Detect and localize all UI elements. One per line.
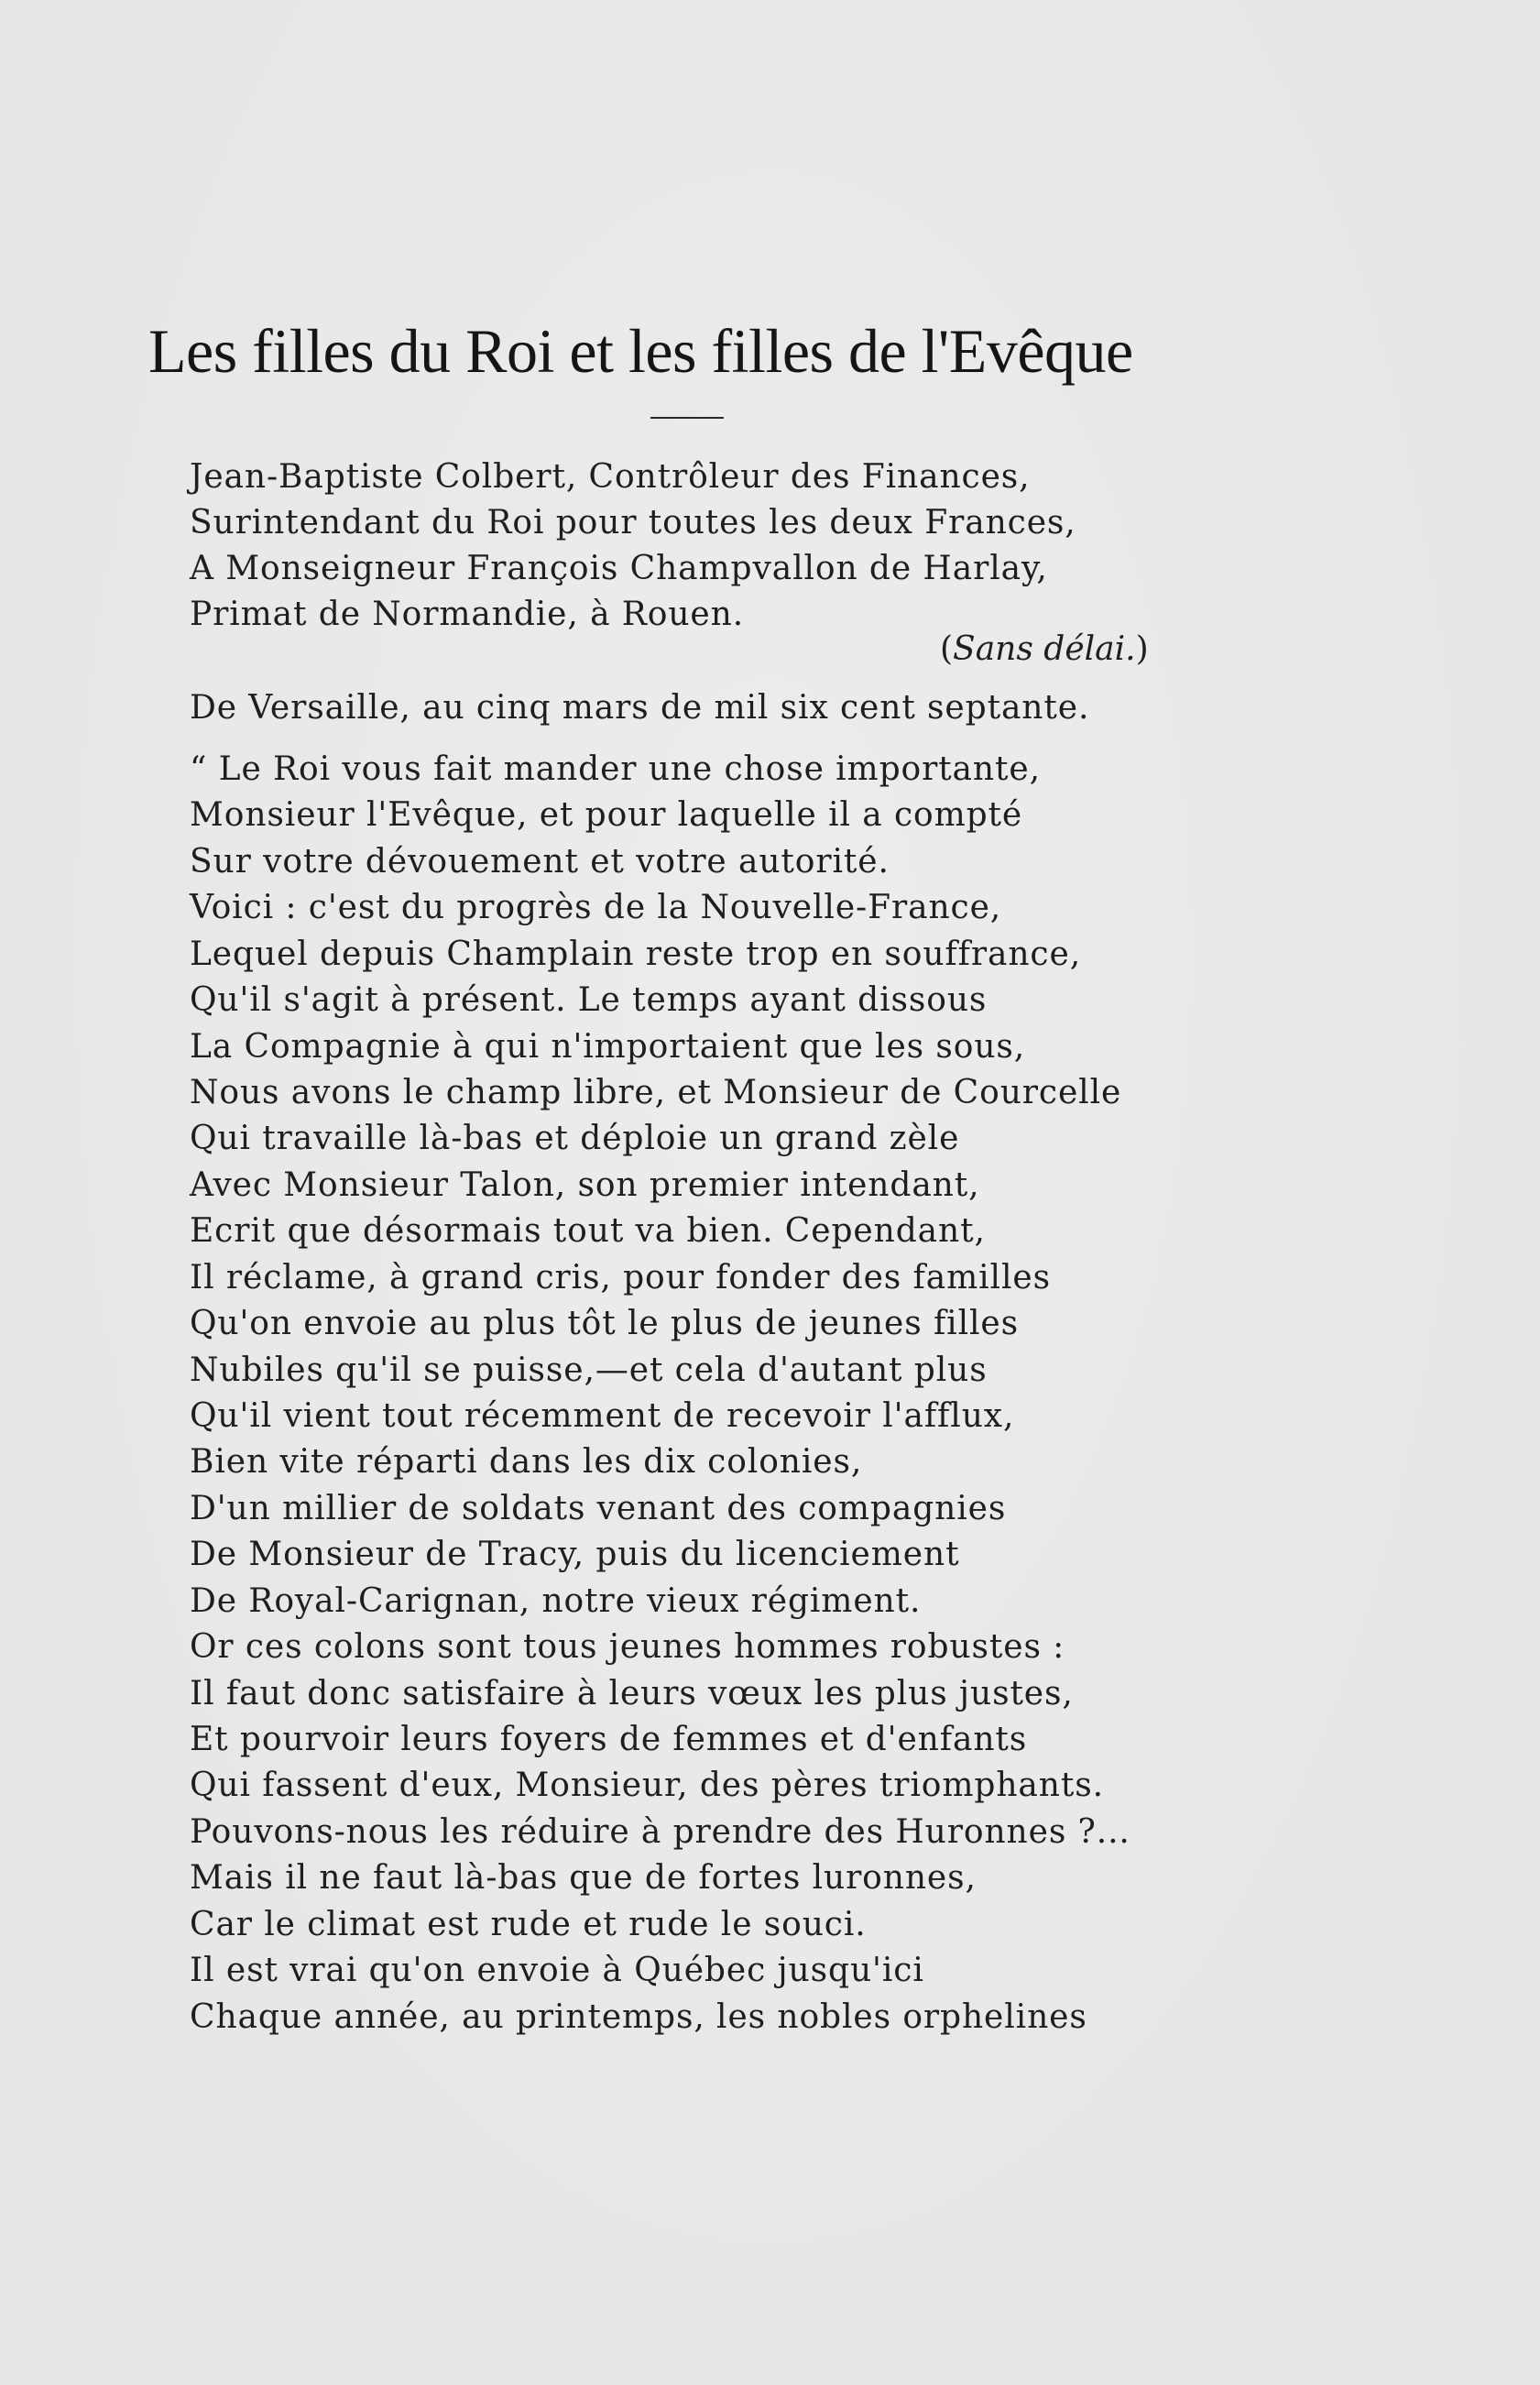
verse-line: Bien vite réparti dans les dix colonies, — [190, 1443, 863, 1481]
dateline: De Versaille, au cinq mars de mil six cent septante. — [190, 689, 1090, 727]
verse-line: D'un millier de soldats venant des compagnies — [190, 1490, 1007, 1527]
verse-line: Voici : c'est du progrès de la Nouvelle-France, — [190, 889, 1002, 926]
verse-line: Monsieur l'Evêque, et pour laquelle il a compté — [190, 796, 1023, 834]
urgency-note-open: ( — [940, 630, 954, 668]
urgency-note-close: ) — [1135, 630, 1149, 668]
verse-line: Il faut donc satisfaire à leurs vœux les plus justes, — [190, 1675, 1074, 1712]
title-divider — [650, 417, 724, 419]
verse-line: Qu'on envoie au plus tôt le plus de jeunes filles — [190, 1305, 1019, 1342]
address-line: Jean-Baptiste Colbert, Contrôleur des Finances, — [190, 458, 1031, 496]
verse-line: Il réclame, à grand cris, pour fonder des familles — [190, 1259, 1051, 1296]
verse-line: Nous avons le champ libre, et Monsieur de Courcelle — [190, 1074, 1122, 1111]
poem-title: Les filles du Roi et les filles de l'Evêque — [148, 316, 1133, 386]
verse-line: “ Le Roi vous fait mander une chose importante, — [190, 750, 1041, 788]
verse-line: Avec Monsieur Talon, son premier intendant, — [190, 1166, 980, 1204]
verse-line: De Monsieur de Tracy, puis du licenciement — [190, 1536, 960, 1573]
address-line: Surintendant du Roi pour toutes les deux Frances, — [190, 504, 1076, 542]
urgency-note-text: Sans délai. — [953, 630, 1136, 668]
verse-line: Ecrit que désormais tout va bien. Cependant, — [190, 1212, 986, 1250]
verse-line: Or ces colons sont tous jeunes hommes robustes : — [190, 1628, 1065, 1666]
address-line: Primat de Normandie, à Rouen. — [190, 596, 745, 633]
urgency-note — [940, 627, 1149, 673]
verse-line: Qu'il s'agit à présent. Le temps ayant dissous — [190, 981, 988, 1019]
verse-line: La Compagnie à qui n'importaient que les sous, — [190, 1028, 1026, 1066]
verse-line: Il est vrai qu'on envoie à Québec jusqu'ici — [190, 1952, 924, 1989]
verse-line: Chaque année, au printemps, les nobles orphelines — [190, 1998, 1087, 2036]
verse-line: Qui fassent d'eux, Monsieur, des pères triomphants. — [190, 1767, 1104, 1804]
verse-line: Et pourvoir leurs foyers de femmes et d'enfants — [190, 1721, 1028, 1758]
verse-line: Qui travaille là-bas et déploie un grand zèle — [190, 1120, 960, 1157]
verse-line: Pouvons-nous les réduire à prendre des Huronnes ?... — [190, 1813, 1130, 1851]
verse-line: Qu'il vient tout récemment de recevoir l'afflux, — [190, 1397, 1015, 1435]
verse-line: Nubiles qu'il se puisse,—et cela d'autant plus — [190, 1351, 988, 1389]
address-line: A Monseigneur François Champvallon de Harlay, — [190, 550, 1048, 587]
verse-line: Car le climat est rude et rude le souci. — [190, 1906, 867, 1943]
verse-line: Mais il ne faut là-bas que de fortes luronnes, — [190, 1859, 977, 1897]
verse-line: Lequel depuis Champlain reste trop en souffrance, — [190, 935, 1082, 973]
verse-line: Sur votre dévouement et votre autorité. — [190, 843, 890, 881]
verse-line: De Royal-Carignan, notre vieux régiment. — [190, 1582, 922, 1620]
